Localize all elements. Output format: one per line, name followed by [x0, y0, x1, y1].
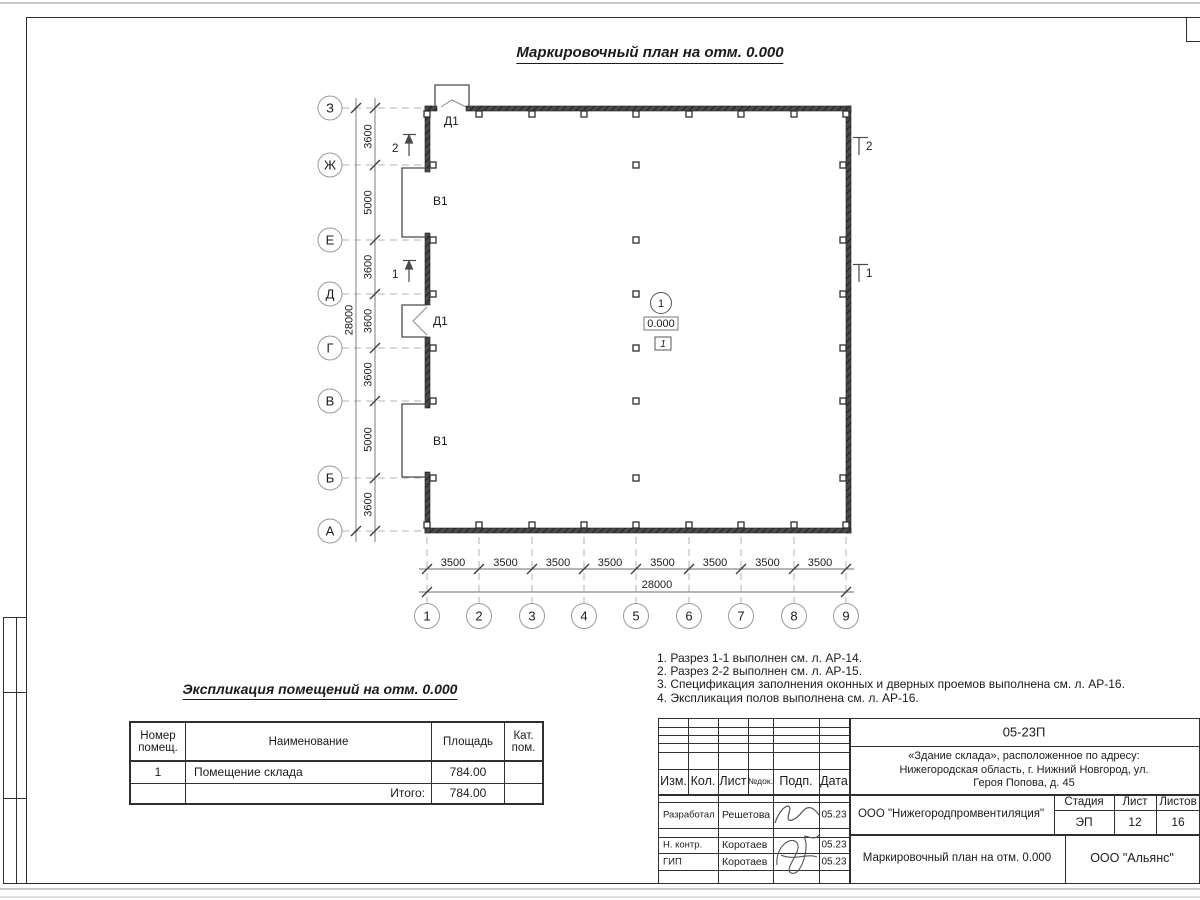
axis-label: 9 — [842, 608, 850, 624]
floor-type: 1 — [660, 339, 666, 350]
stamp-sheets-header: Листов — [1159, 796, 1197, 808]
dim-label: 3500 — [702, 557, 728, 569]
left-margin-line — [3, 798, 26, 799]
room-category-cell — [505, 761, 544, 783]
section-marks — [403, 135, 868, 283]
col-header-category: Кат. пом. — [505, 722, 544, 761]
axis-label: 7 — [737, 608, 745, 624]
axis-label: Г — [326, 340, 334, 356]
stamp-sheets-value: 16 — [1171, 815, 1185, 829]
axis-label: Е — [325, 232, 335, 248]
axis-label: 1 — [423, 608, 431, 624]
opening-break-marks — [413, 100, 466, 335]
col-header-name: Наименование — [186, 722, 432, 761]
stamp-header-kol: Кол. — [690, 774, 716, 788]
stamp-name: Решетова — [722, 809, 771, 821]
left-margin-line — [3, 692, 26, 693]
axis-label: 4 — [580, 608, 588, 624]
stamp-role: Н. контр. — [663, 839, 703, 851]
dim-label: 3600 — [362, 308, 375, 334]
axis-label: 8 — [790, 608, 798, 624]
stamp-stage-value: ЭП — [1075, 815, 1093, 829]
stamp-date: 05.23 — [821, 856, 847, 867]
door-label: В1 — [433, 194, 448, 208]
dim-label: 3600 — [362, 124, 375, 149]
empty-cell — [505, 783, 544, 804]
stamp-role: Разработал — [663, 809, 715, 821]
stamp-header-ndok: №док. — [748, 776, 773, 786]
title-block — [658, 718, 1200, 884]
section-number: 2 — [392, 143, 399, 155]
door-recesses — [402, 85, 469, 477]
section-number: 1 — [866, 268, 873, 280]
table-row — [130, 761, 543, 783]
empty-cell — [130, 783, 186, 804]
dim-label: 5000 — [362, 190, 375, 215]
room-area-cell: 784.00 — [432, 761, 505, 783]
stamp-org: ООО "Альянс" — [1090, 851, 1174, 865]
notes-block — [657, 652, 1125, 705]
axis-label: Б — [325, 470, 335, 486]
note-line: 1. Разрез 1-1 выполнен см. л. АР-14. — [657, 651, 863, 665]
dim-label: 3500 — [440, 557, 466, 569]
dim-total-label: 28000 — [641, 579, 673, 591]
note-line: 3. Спецификация заполнения оконных и дверных проемов выполнена см. л. АР-16. — [657, 677, 1125, 692]
dim-label: 5000 — [362, 427, 375, 452]
door-label: В1 — [433, 434, 448, 448]
dim-label: 3500 — [755, 557, 780, 569]
dim-label: 3500 — [493, 557, 518, 569]
signature-scribbles — [769, 795, 825, 881]
walls — [425, 106, 851, 533]
dim-label: 3500 — [807, 557, 833, 569]
stamp-address: «Здание склада», расположенное по адресу: Нижегородская область, г. Нижний Новгород, ул. Героя Попова, д. 45 — [899, 750, 1149, 789]
total-area-cell: 784.00 — [432, 783, 505, 804]
axis-label: 3 — [528, 608, 536, 624]
door-label: Д1 — [444, 114, 459, 128]
level-value: 0.000 — [647, 318, 675, 330]
axis-label: 5 — [632, 608, 640, 624]
stamp-doc-number: 05-23П — [1002, 724, 1046, 740]
sheet-edge-bottom — [0, 888, 1200, 890]
table-total-row — [130, 783, 543, 804]
stamp-sheet-value: 12 — [1128, 815, 1142, 829]
col-header-number: Номер помещ. — [130, 722, 186, 761]
stamp-date: 05.23 — [821, 839, 847, 851]
stamp-sheet-title: Маркировочный план на отм. 0.000 — [862, 852, 1052, 864]
stamp-header-list: Лист — [719, 774, 747, 788]
explication-title: Экспликация помещений на отм. 0.000 — [183, 681, 458, 700]
room-number-cell: 1 — [130, 761, 186, 783]
dim-label: 3600 — [362, 492, 375, 517]
plan-title: Маркировочный план на отм. 0.000 — [516, 44, 783, 64]
axis-label: 6 — [685, 608, 693, 624]
stamp-stage-header: Стадия — [1064, 796, 1104, 808]
sheet-shadow-bottom — [0, 896, 1200, 898]
dim-label: 3600 — [362, 254, 375, 280]
dim-label: 3500 — [597, 557, 623, 569]
section-number: 2 — [866, 141, 873, 153]
stamp-company: ООО "Нижегородпромвентиляция" — [857, 808, 1045, 820]
door-label: Д1 — [433, 314, 448, 328]
dim-label: 3500 — [650, 557, 675, 569]
stamp-header-data: Дата — [820, 774, 848, 788]
col-header-area: Площадь — [432, 722, 505, 761]
stamp-date: 05.23 — [821, 809, 847, 821]
stamp-sheet-header: Лист — [1122, 796, 1148, 808]
note-line: 4. Экспликация полов выполнена см. л. АР-16. — [657, 690, 919, 705]
left-margin-line — [3, 883, 26, 884]
axis-label: З — [326, 100, 334, 116]
dim-label: 3500 — [545, 557, 571, 569]
axis-label: В — [325, 393, 335, 409]
dim-total-label: 28000 — [343, 304, 356, 336]
section-number: 1 — [392, 269, 399, 281]
room-number: 1 — [657, 298, 665, 310]
stamp-role: ГИП — [663, 856, 682, 867]
axis-label: 2 — [475, 608, 483, 624]
stamp-header-izm: Изм. — [660, 774, 687, 788]
axis-label: А — [325, 523, 335, 539]
stamp-header-podp: Подп. — [779, 774, 813, 788]
total-label-cell: Итого: — [186, 783, 432, 804]
stamp-name: Коротаев — [722, 839, 768, 851]
axis-label: Д — [325, 286, 335, 302]
explication-table — [129, 721, 544, 805]
axis-label: Ж — [323, 157, 337, 173]
stamp-name: Коротаев — [722, 855, 768, 868]
note-line: 2. Разрез 2-2 выполнен см. л. АР-15. — [657, 664, 863, 679]
room-name-cell: Помещение склада — [186, 761, 432, 783]
dim-label: 3600 — [362, 362, 375, 387]
column-markers — [424, 111, 849, 528]
